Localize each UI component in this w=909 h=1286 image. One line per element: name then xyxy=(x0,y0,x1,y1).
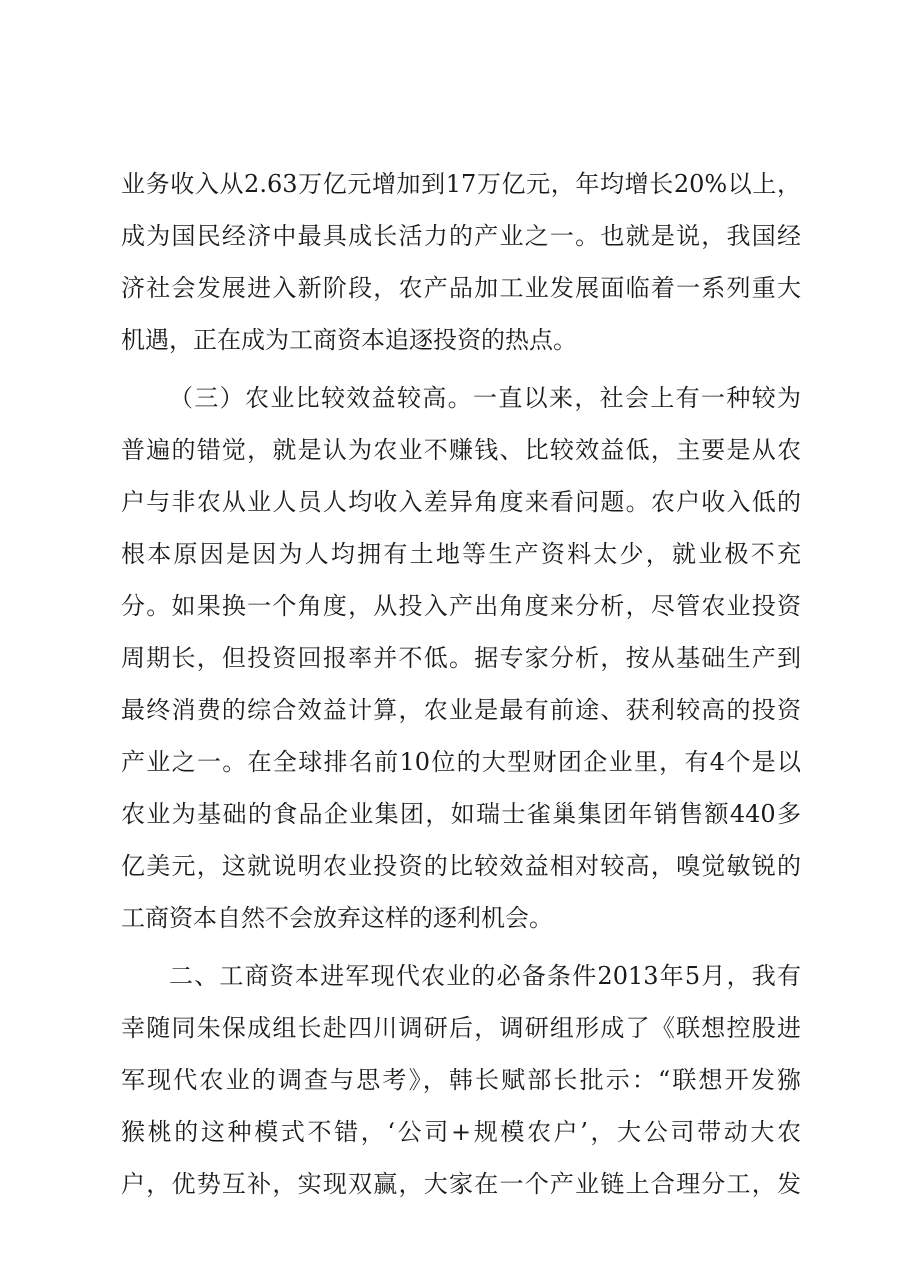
text-line: 二、工商资本进军现代农业的必备条件2013年5月，我有 xyxy=(169,962,801,990)
text-line: 幸随同朱保成组长赴四川调研后，调研组形成了《联想控股进 xyxy=(121,1014,801,1042)
text-line: 农业为基础的食品企业集团，如瑞士雀巢集团年销售额440多 xyxy=(121,800,801,828)
text-line: 根本原因是因为人均拥有土地等生产资料太少，就业极不充 xyxy=(121,540,801,568)
text-line: 产业之一。在全球排名前10位的大型财团企业里，有4个是以 xyxy=(121,748,801,776)
text-line: 亿美元，这就说明农业投资的比较效益相对较高，嗅觉敏锐的 xyxy=(121,852,801,880)
text-line: 户与非农从业人员人均收入差异角度来看问题。农户收入低的 xyxy=(121,488,801,516)
text-line: 军现代农业的调查与思考》，韩长赋部长批示：“联想开发猕 xyxy=(121,1066,801,1094)
text-line: 分。如果换一个角度，从投入产出角度来分析，尽管农业投资 xyxy=(121,592,801,620)
text-line: 机遇，正在成为工商资本追逐投资的热点。 xyxy=(121,326,577,354)
text-line: 最终消费的综合效益计算，农业是最有前途、获利较高的投资 xyxy=(121,696,801,724)
paragraph-2 xyxy=(121,372,801,944)
text-line: 济社会发展进入新阶段，农产品加工业发展面临着一系列重大 xyxy=(121,274,801,302)
text-line: 普遍的错觉，就是认为农业不赚钱、比较效益低，主要是从农 xyxy=(121,436,801,464)
text-line: 业务收入从2.63万亿元增加到17万亿元，年均增长20%以上， xyxy=(121,170,801,198)
paragraph-3 xyxy=(121,950,801,1210)
text-line: 成为国民经济中最具成长活力的产业之一。也就是说，我国经 xyxy=(121,222,801,250)
text-line: 周期长，但投资回报率并不低。据专家分析，按从基础生产到 xyxy=(121,644,801,672)
document-body xyxy=(121,158,801,1210)
paragraph-1 xyxy=(121,158,801,366)
text-line: 工商资本自然不会放弃这样的逐利机会。 xyxy=(121,904,553,932)
text-line: （三）农业比较效益较高。一直以来，社会上有一种较为 xyxy=(169,384,801,412)
text-line: 猴桃的这种模式不错，‘公司+规模农户’，大公司带动大农 xyxy=(121,1118,801,1146)
text-line: 户，优势互补，实现双赢，大家在一个产业链上合理分工，发 xyxy=(121,1170,801,1198)
